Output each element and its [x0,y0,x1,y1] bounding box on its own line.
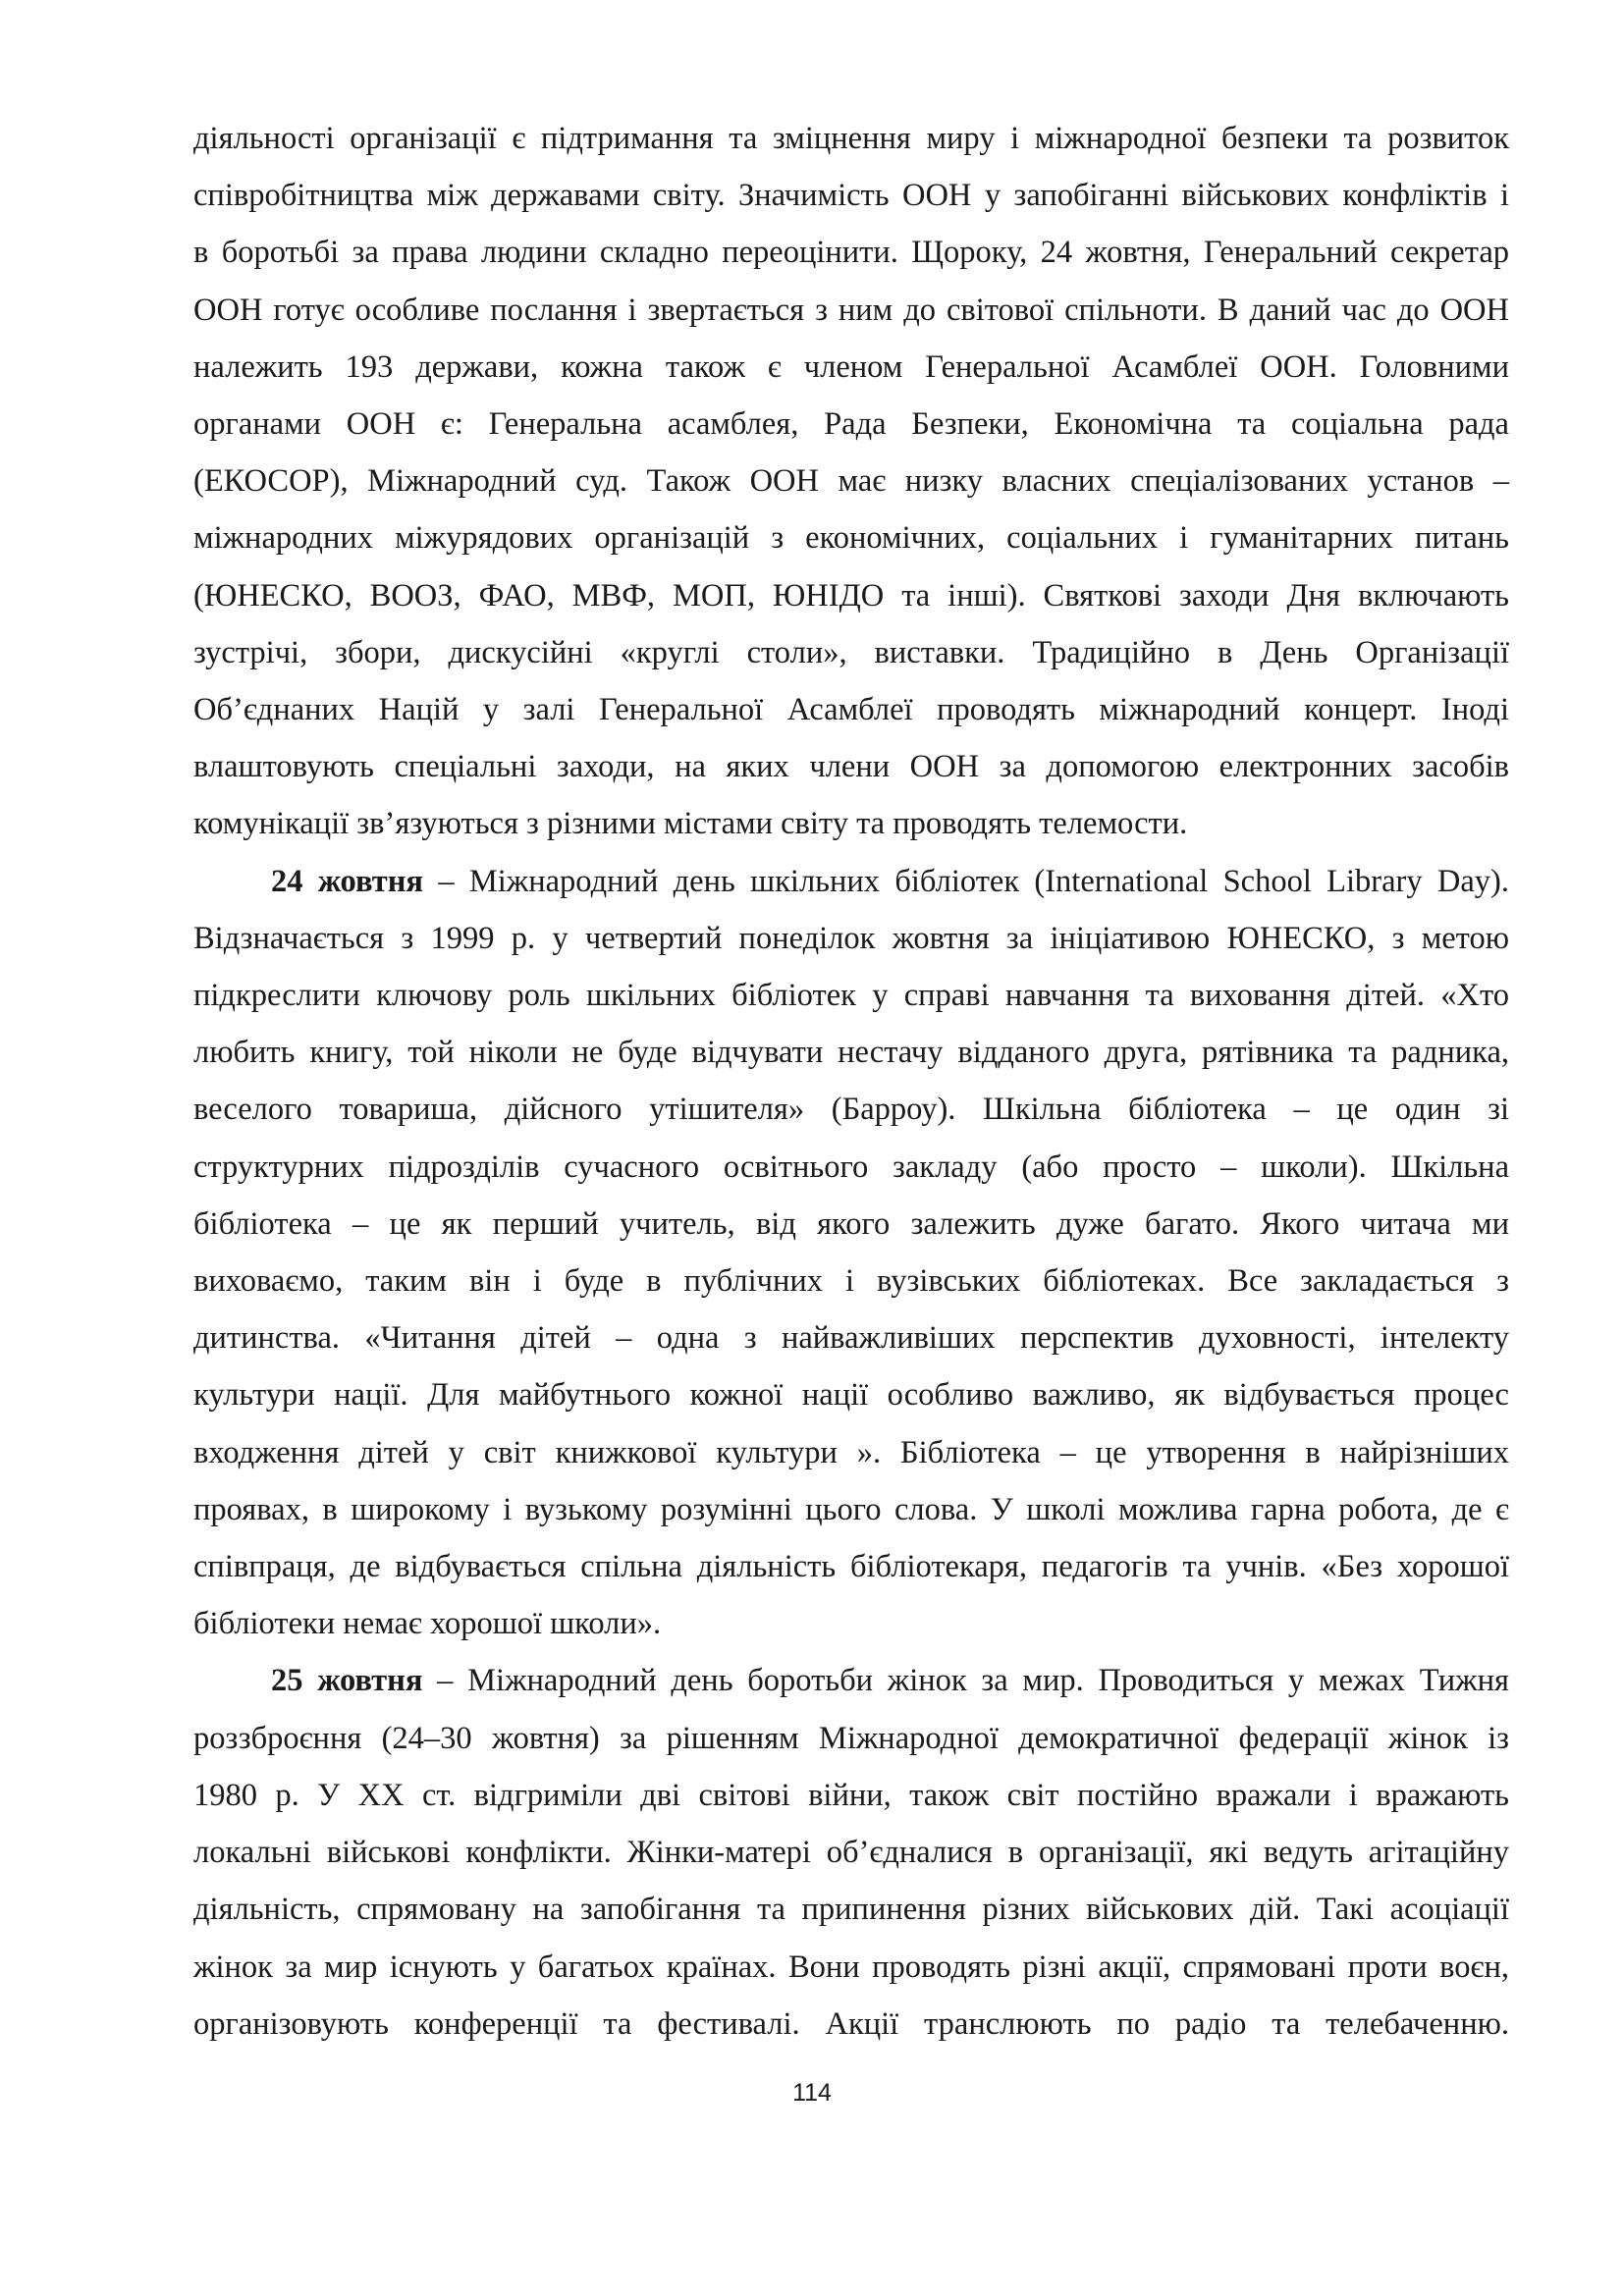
text-line [193,1652,1509,1709]
date-heading: 25 жовтня [271,1663,423,1699]
line-text: комунікації зв’язуються з різними містами світу та проводять телемости. [193,806,1188,842]
line-text: виховаємо, таким він і буде в публічних і вузівських бібліотеках. Все закладається з [193,1263,1509,1300]
line-text: жінок за мир існують у багатьох країнах. Вони проводять різні акції, спрямовані проти воєн, [193,1949,1509,1985]
line-text: органами ООН є: Генеральна асамблея, Рада Безпеки, Економічна та соціальна рада [193,406,1509,443]
line-text: входження дітей у світ книжкової культури ». Бібліотека – це утворення в найрізніших [193,1434,1509,1470]
line-text: локальні військові конфлікти. Жінки-матері об’єдналися в організації, які ведуть агітаційну [193,1835,1509,1871]
text-line [193,1024,1509,1081]
text-line [193,681,1509,738]
text-line [193,1081,1509,1138]
text-line [193,224,1509,281]
text-line [193,1710,1509,1767]
text-line [193,795,1509,852]
line-text: належить 193 держави, кожна також є членом Генеральної Асамблеї ООН. Головними [193,348,1509,385]
text-line [193,1309,1509,1366]
text-line [193,1139,1509,1196]
text-line [193,624,1509,681]
line-text: бібліотеки немає хорошої школи». [193,1606,662,1642]
text-line [193,339,1509,396]
line-text: (ЕКОСОР), Міжнародний суд. Також ООН має низку власних спеціалізованих установ – [193,463,1509,500]
line-text: зустрічі, збори, дискусійні «круглі столи», виставки. Традиційно в День Організації [193,634,1509,670]
text-line [193,110,1509,167]
text-line [193,1996,1509,2053]
text-line [193,453,1509,509]
text-line [193,1253,1509,1309]
line-text: ООН готує особливе послання і звертається з ним до світової спільноти. В даний час до ООН [193,292,1509,328]
text-line [193,910,1509,967]
line-text: діяльності організації є підтримання та зміцнення миру і міжнародної безпеки та розвиток [193,121,1509,156]
text-line [193,567,1509,624]
line-text: веселого товариша, дійсного утішителя» (Барроу). Шкільна бібліотека – це один зі [193,1092,1509,1128]
text-line [193,1939,1509,1996]
text-line [193,396,1509,453]
text-line [193,1881,1509,1938]
text-line [193,1824,1509,1881]
text-line [193,738,1509,795]
text-line [193,1424,1509,1481]
text-line [193,1366,1509,1423]
text-line [193,1595,1509,1652]
line-text: влаштовують спеціальні заходи, на яких члени ООН за допомогою електронних засобів [193,749,1509,785]
text-line [193,1196,1509,1253]
line-text: дитинства. «Читання дітей – одна з найважливіших перспектив духовності, інтелекту [193,1320,1509,1357]
line-text: структурних підрозділів сучасного освітнього закладу (або просто – школи). Шкільна [193,1148,1509,1185]
line-text: культури нації. Для майбутнього кожної нації особливо важливо, як відбувається процес [193,1377,1509,1414]
text-line [193,1481,1509,1538]
line-text: – Міжнародний день боротьби жінок за мир. Проводиться у межах Тижня [422,1663,1509,1699]
text-line [193,853,1509,910]
line-text: Відзначається з 1999 р. у четвертий понеділок жовтня за ініціативою ЮНЕСКО, з метою [193,920,1509,956]
line-text: – Міжнародний день шкільних бібліотек (International School Library Day). [423,863,1509,899]
line-text: любить книгу, той ніколи не буде відчувати нестачу відданого друга, рятівника та радника, [193,1035,1509,1071]
line-text: проявах, в широкому і вузькому розумінні цього слова. У школі можлива гарна робота, де є [193,1491,1509,1527]
line-text: співпраця, де відбувається спільна діяльність бібліотекаря, педагогів та учнів. «Без хорошої [193,1549,1509,1585]
text-line [193,1538,1509,1595]
text-line [193,167,1509,224]
line-text: бібліотека – це як перший учитель, від якого залежить дуже багато. Якого читача ми [193,1205,1509,1242]
date-heading: 24 жовтня [271,863,424,899]
line-text: 1980 р. У XX ст. відгриміли дві світові війни, також світ постійно вражали і вражають [193,1777,1509,1813]
text-line [193,509,1509,566]
line-text: підкреслити ключову роль шкільних бібліотек у справі навчання та виховання дітей. «Хто [193,978,1509,1014]
line-text: діяльність, спрямовану на запобігання та припинення різних військових дій. Такі асоціації [193,1892,1509,1928]
line-text: Об’єднаних Націй у залі Генеральної Асамблеї проводять міжнародний концерт. Іноді [193,692,1509,728]
page-number: 114 [792,2079,832,2107]
text-line [193,967,1509,1024]
line-text: організовують конференції та фестивалі. Акції транслюють по радіо та телебаченню. [193,2005,1509,2042]
line-text: роззброєння (24–30 жовтня) за рішенням Міжнародної демократичної федерації жінок із [193,1720,1509,1756]
line-text: (ЮНЕСКО, ВООЗ, ФАО, МВФ, МОП, ЮНІДО та інші). Святкові заходи Дня включають [193,577,1509,614]
line-text: співробітництва між державами світу. Значимість ООН у запобіганні військових конфліктів і [193,178,1509,214]
body-text [193,110,1509,2053]
text-line [193,282,1509,339]
text-line [193,1767,1509,1824]
line-text: міжнародних міжурядових організацій з економічних, соціальних і гуманітарних питань [193,520,1509,557]
line-text: в боротьбі за права людини складно переоцінити. Щороку, 24 жовтня, Генеральний секретар [193,235,1509,271]
